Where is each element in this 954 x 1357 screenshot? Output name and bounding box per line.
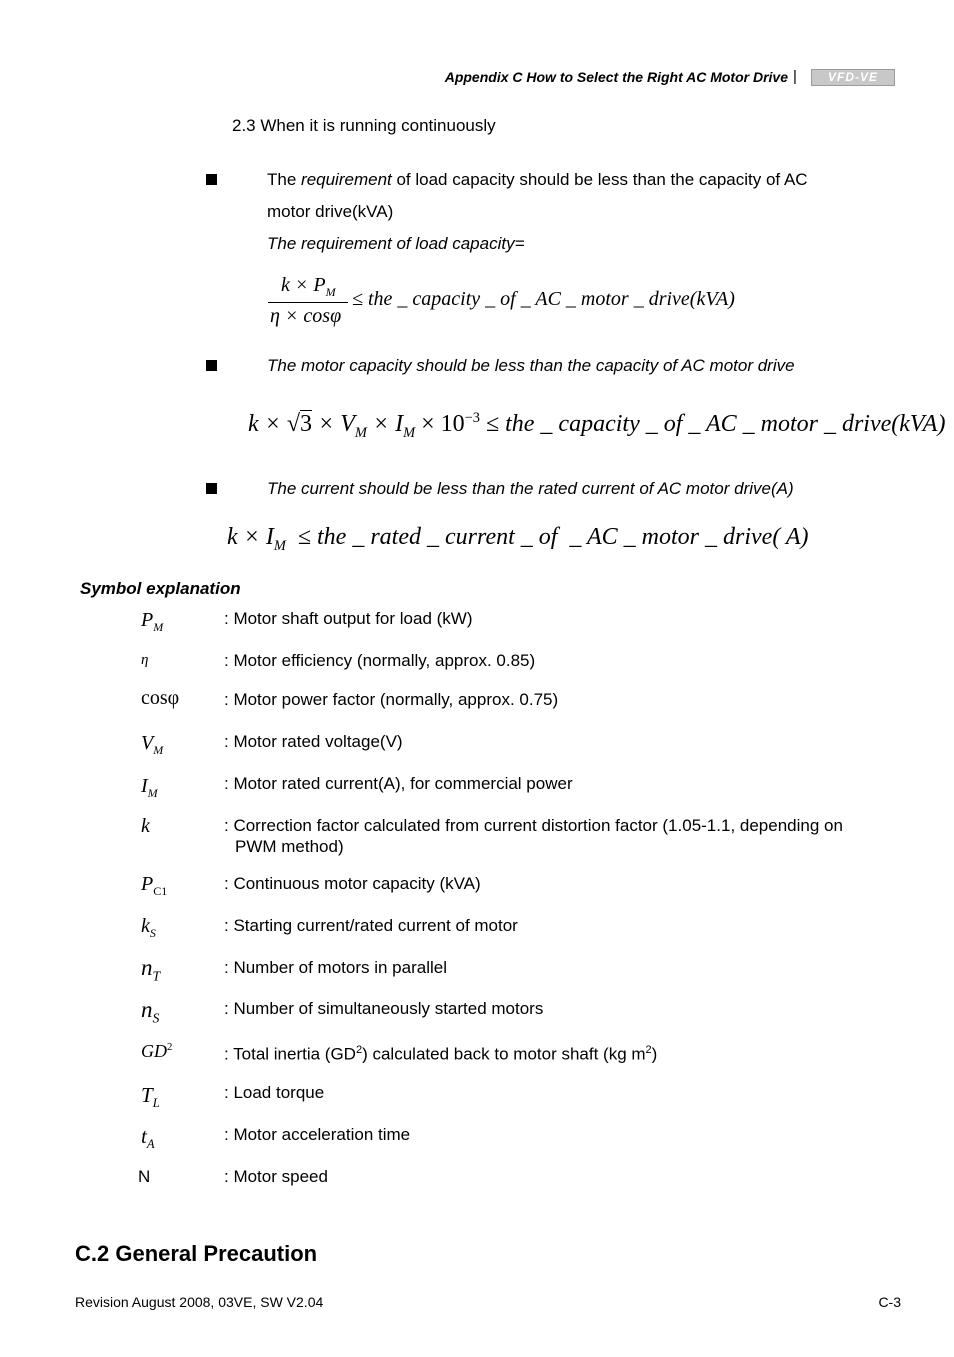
symbol-desc-pm: : Motor shaft output for load (kW) <box>224 609 473 628</box>
symbol-ks: $k_S$ <box>141 915 156 940</box>
symbol-desc-vm: : Motor rated voltage(V) <box>224 732 403 751</box>
formula-2: $k \times √3 \times V_M \times I_M \times 10^{-3}$ ≤ the _ capacity _ of _ AC _ motor _ drive(kVA) <box>248 410 946 441</box>
bullet-marker <box>206 360 217 371</box>
symbol-desc-ks: : Starting current/rated current of motor <box>224 916 518 935</box>
symbol-pc1: $P_{C1}$ <box>141 873 168 898</box>
symbol-ns: $n_S$ <box>141 997 160 1026</box>
symbol-desc-nt: : Number of motors in parallel <box>224 958 447 977</box>
formula-1-denominator: η × cosφ <box>270 305 342 327</box>
symbol-tl: $T_L$ <box>141 1083 160 1111</box>
symbol-desc-cosphi: : Motor power factor (normally, approx. 0.75) <box>224 690 559 709</box>
symbol-im: $I_M$ <box>141 775 158 800</box>
formula-1-rhs: ≤ the _ capacity _ of _ AC _ motor _ drive(kVA) <box>352 288 735 310</box>
bullet-marker <box>206 174 217 185</box>
footer-revision: Revision August 2008, 03VE, SW V2.04 <box>75 1294 324 1310</box>
symbol-k: k <box>141 815 150 837</box>
bullet-2-text: The motor capacity should be less than the capacity of AC motor drive <box>267 356 795 375</box>
symbol-eta: η <box>141 652 149 668</box>
formula-1-numerator: $k \times P_M$ <box>281 274 336 299</box>
formula-1-fraction-bar <box>268 302 348 303</box>
symbol-desc-k-line2: PWM method) <box>235 837 344 856</box>
symbol-desc-ta: : Motor acceleration time <box>224 1125 411 1144</box>
symbol-desc-n: : Motor speed <box>224 1167 328 1186</box>
symbol-desc-k: : Correction factor calculated from current distortion factor (1.05-1.1, depending on <box>224 816 843 835</box>
bullet-1-text: The requirement of load capacity should be less than the capacity of AC <box>267 170 808 189</box>
symbol-pm: $P_M$ <box>141 609 164 634</box>
symbol-desc-pc1: : Continuous motor capacity (kVA) <box>224 874 481 893</box>
bullet-marker <box>206 483 217 494</box>
symbol-nt: $n_T$ <box>141 955 161 984</box>
symbol-desc-tl: : Load torque <box>224 1083 325 1102</box>
formula-label: The requirement of load capacity= <box>267 234 525 253</box>
symbol-explanation-heading: Symbol explanation <box>80 579 241 598</box>
subsection-heading: 2.3 When it is running continuously <box>232 116 496 135</box>
bullet-1-text-line2: motor drive(kVA) <box>267 202 394 221</box>
symbol-n: N <box>138 1167 151 1186</box>
symbol-desc-ns: : Number of simultaneously started motors <box>224 999 544 1018</box>
section-title: C.2 General Precaution <box>75 1241 318 1266</box>
vfd-ve-logo: VFD-VE <box>811 69 895 86</box>
symbol-vm: $V_M$ <box>141 732 164 757</box>
symbol-desc-eta: : Motor efficiency (normally, approx. 0.85) <box>224 651 536 670</box>
symbol-cosphi: cosφ <box>141 687 180 709</box>
symbol-ta: $t_A$ <box>141 1124 155 1152</box>
symbol-desc-gd2: : Total inertia $(GD^2)$ calculated back to motor shaft (kg $m^2$) <box>224 1044 658 1064</box>
footer-page-number: C-3 <box>878 1294 901 1310</box>
symbol-desc-im: : Motor rated current(A), for commercial power <box>224 774 573 793</box>
bullet-3-text: The current should be less than the rated current of AC motor drive(A) <box>267 479 794 498</box>
symbol-gd2: $GD^2$ <box>141 1041 173 1061</box>
header-separator: | <box>793 68 797 85</box>
page-header-title: Appendix C How to Select the Right AC Motor Drive <box>444 69 788 85</box>
formula-3: $k \times I_M$ ≤ the _ rated _ current _ of _ AC _ motor _ drive( A) <box>227 524 809 554</box>
